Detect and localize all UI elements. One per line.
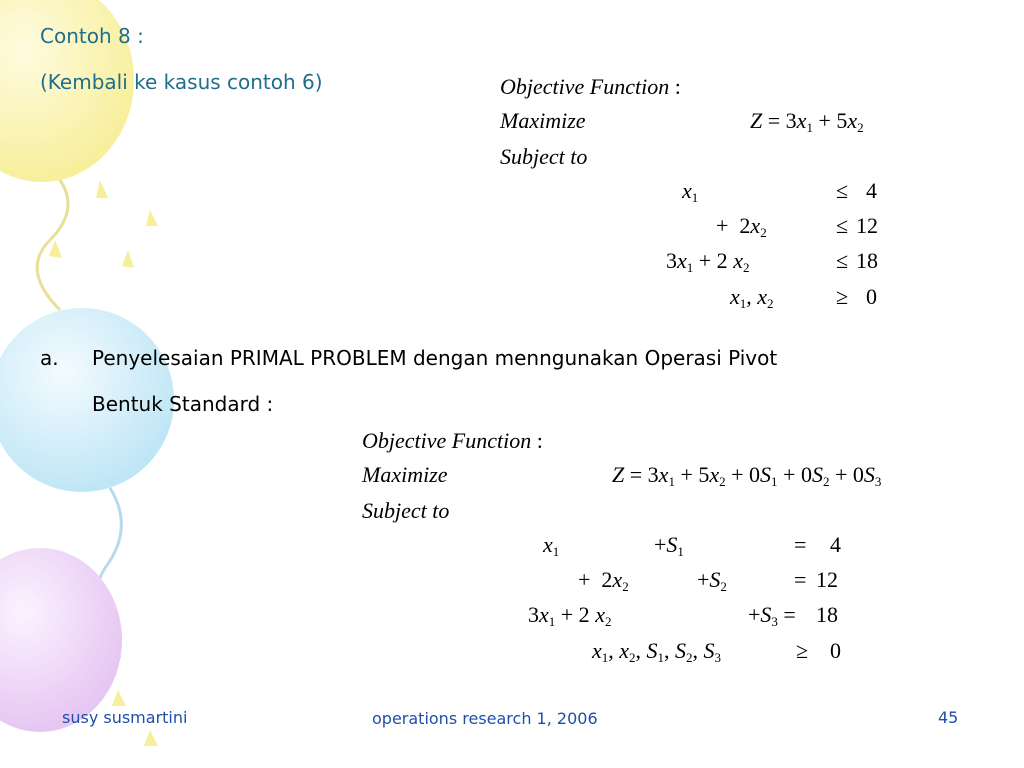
slide-subtitle: (Kembali ke kasus contoh 6): [40, 70, 323, 94]
std-constraint-3-rhs: 18: [816, 602, 838, 627]
objective-function-label: Objective Function: [500, 74, 670, 99]
subject-to-label-2: Subject to: [362, 498, 450, 523]
constraint-1-rhs: 4: [866, 178, 877, 203]
slide-title: Contoh 8 :: [40, 24, 144, 48]
std-constraint-4-lhs: $x_1$, $x_2$, $S_1$, $S_2$, $S_3$: [592, 638, 722, 665]
std-constraint-2-slack: $+S_2$: [697, 567, 727, 594]
section-text: Penyelesaian PRIMAL PROBLEM dengan menngunakan Operasi Pivot: [92, 346, 778, 370]
std-constraint-1-slack: $+S_1$: [654, 532, 684, 559]
footer-course: operations research 1, 2006: [372, 709, 598, 728]
std-constraint-2-lhs: + $2x_2$: [578, 567, 629, 594]
std-constraint-1-lhs: $x_1$: [543, 532, 560, 559]
constraint-1-lhs: $x_1$: [682, 178, 699, 205]
objective-equation: $Z = 3x_1 + 5x_2$: [750, 108, 864, 135]
objective-function-label-2: Objective Function: [362, 428, 532, 453]
constraint-4-rhs: 0: [866, 284, 877, 309]
constraint-2-rhs: 12: [856, 213, 878, 238]
footer-page-number: 45: [938, 708, 959, 727]
objective-equation-2: $Z = 3x_1 + 5x_2 + 0S_1 + 0S_2 + 0S_3$: [612, 462, 882, 489]
maximize-label-2: Maximize: [362, 462, 448, 487]
constraint-3-rel: ≤: [836, 248, 849, 273]
constraint-2-lhs: + $2x_2$: [716, 213, 767, 240]
std-constraint-3-lhs: $3x_1 + 2$ $x_2$: [528, 602, 612, 629]
constraint-3-rhs: 18: [856, 248, 878, 273]
constraint-3-lhs: $3x_1 + 2$ $x_2$: [666, 248, 750, 275]
std-constraint-4-rel: ≥: [796, 638, 809, 663]
footer-author: susy susmartini: [62, 708, 188, 727]
constraint-1-rel: ≤: [836, 178, 849, 203]
std-constraint-2-rhs: 12: [816, 567, 838, 592]
standard-form-label: Bentuk Standard :: [92, 392, 274, 416]
std-constraint-3-slack: $+S_3$ =: [748, 602, 796, 629]
subject-to-label: Subject to: [500, 144, 588, 169]
constraint-4-lhs: $x_1$, $x_2$: [730, 284, 774, 311]
constraint-4-rel: ≥: [836, 284, 849, 309]
std-constraint-2-rel: =: [794, 567, 807, 592]
std-constraint-4-rhs: 0: [830, 638, 841, 663]
constraint-2-rel: ≤: [836, 213, 849, 238]
section-label: a.: [40, 346, 59, 370]
maximize-label: Maximize: [500, 108, 586, 133]
std-constraint-1-rel: =: [794, 532, 807, 557]
std-constraint-1-rhs: 4: [830, 532, 841, 557]
purple-balloon-icon: [0, 548, 122, 732]
